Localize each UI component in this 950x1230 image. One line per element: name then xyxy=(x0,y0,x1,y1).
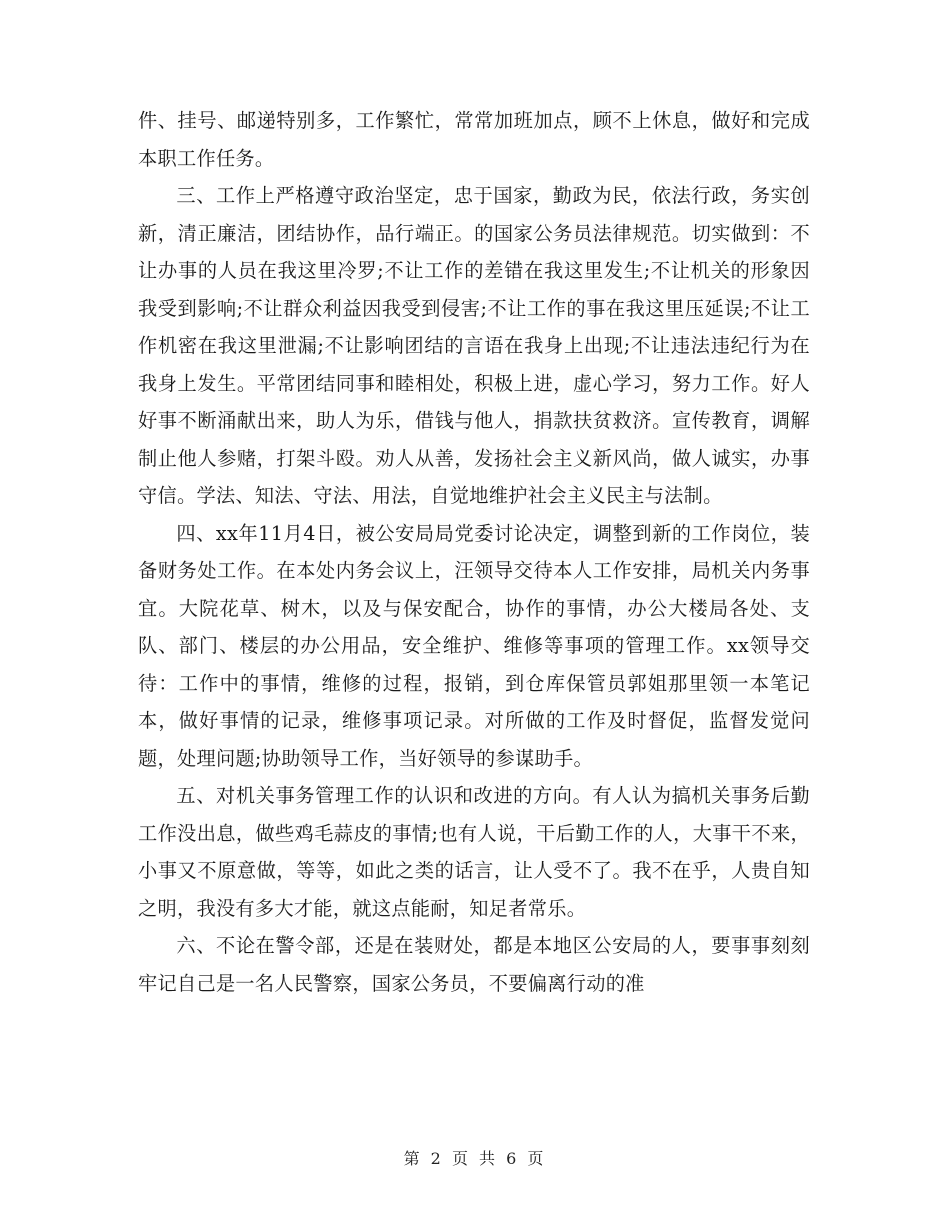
page-number-footer: 第 2 页 共 6 页 xyxy=(403,1149,547,1168)
paragraph-section-six: 六、不论在警令部，还是在装财处，都是本地区公安局的人，要事事刻刻牢记自己是一名人民警察，国家公务员，不要偏离行动的准 xyxy=(138,934,810,995)
paragraph-continuation: 件、挂号、邮递特别多，工作繁忙，常常加班加点，顾不上休息，做好和完成本职工作任务。 xyxy=(138,109,810,170)
paragraph-section-three: 三、工作上严格遵守政治坚定，忠于国家，勤政为民，依法行政，务实创新，清正廉洁，团结协作，品行端正。的国家公务员法律规范。切实做到：不让办事的人员在我这里冷罗;不让工作的差错在我这里发生;不让机关的形象因我受到影响;不让群众利益因我受到侵害;不让工作的事在我这里压延误;不让工作机密在我这里泄漏;不让影响团结的言语在我身上出现;不让违法违纪行为在我身上发生。平常团结同事和睦相处，积极上进，虚心学习，努力工作。好人好事不断涌献出来，助人为乐，借钱与他人，捐款扶贫救济。宣传教育，调解制止他人参赌，打架斗殴。劝人从善，发扬社会主义新风尚，做人诚实，办事守信。学法、知法、守法、用法，自觉地维护社会主义民主与法制。 xyxy=(138,184,810,507)
document-body xyxy=(138,102,810,1002)
paragraph-section-five: 五、对机关事务管理工作的认识和改进的方向。有人认为搞机关事务后勤工作没出息，做些鸡毛蒜皮的事情;也有人说，干后勤工作的人，大事干不来，小事又不原意做，等等，如此之类的话言，让人受不了。我不在乎，人贵自知之明，我没有多大才能，就这点能耐，知足者常乐。 xyxy=(138,784,810,920)
paragraph-section-four: 四、xx年11月4日，被公安局局党委讨论决定，调整到新的工作岗位，装备财务处工作。在本处内务会议上，汪领导交待本人工作安排，局机关内务事宜。大院花草、树木，以及与保安配合，协作的事情，办公大楼局各处、支队、部门、楼层的办公用品，安全维护、维修等事项的管理工作。xx领导交待：工作中的事情，维修的过程，报销，到仓库保管员郭姐那里领一本笔记本，做好事情的记录，维修事项记录。对所做的工作及时督促，监督发觉问题，处理问题;协助领导工作，当好领导的参谋助手。 xyxy=(138,521,810,770)
